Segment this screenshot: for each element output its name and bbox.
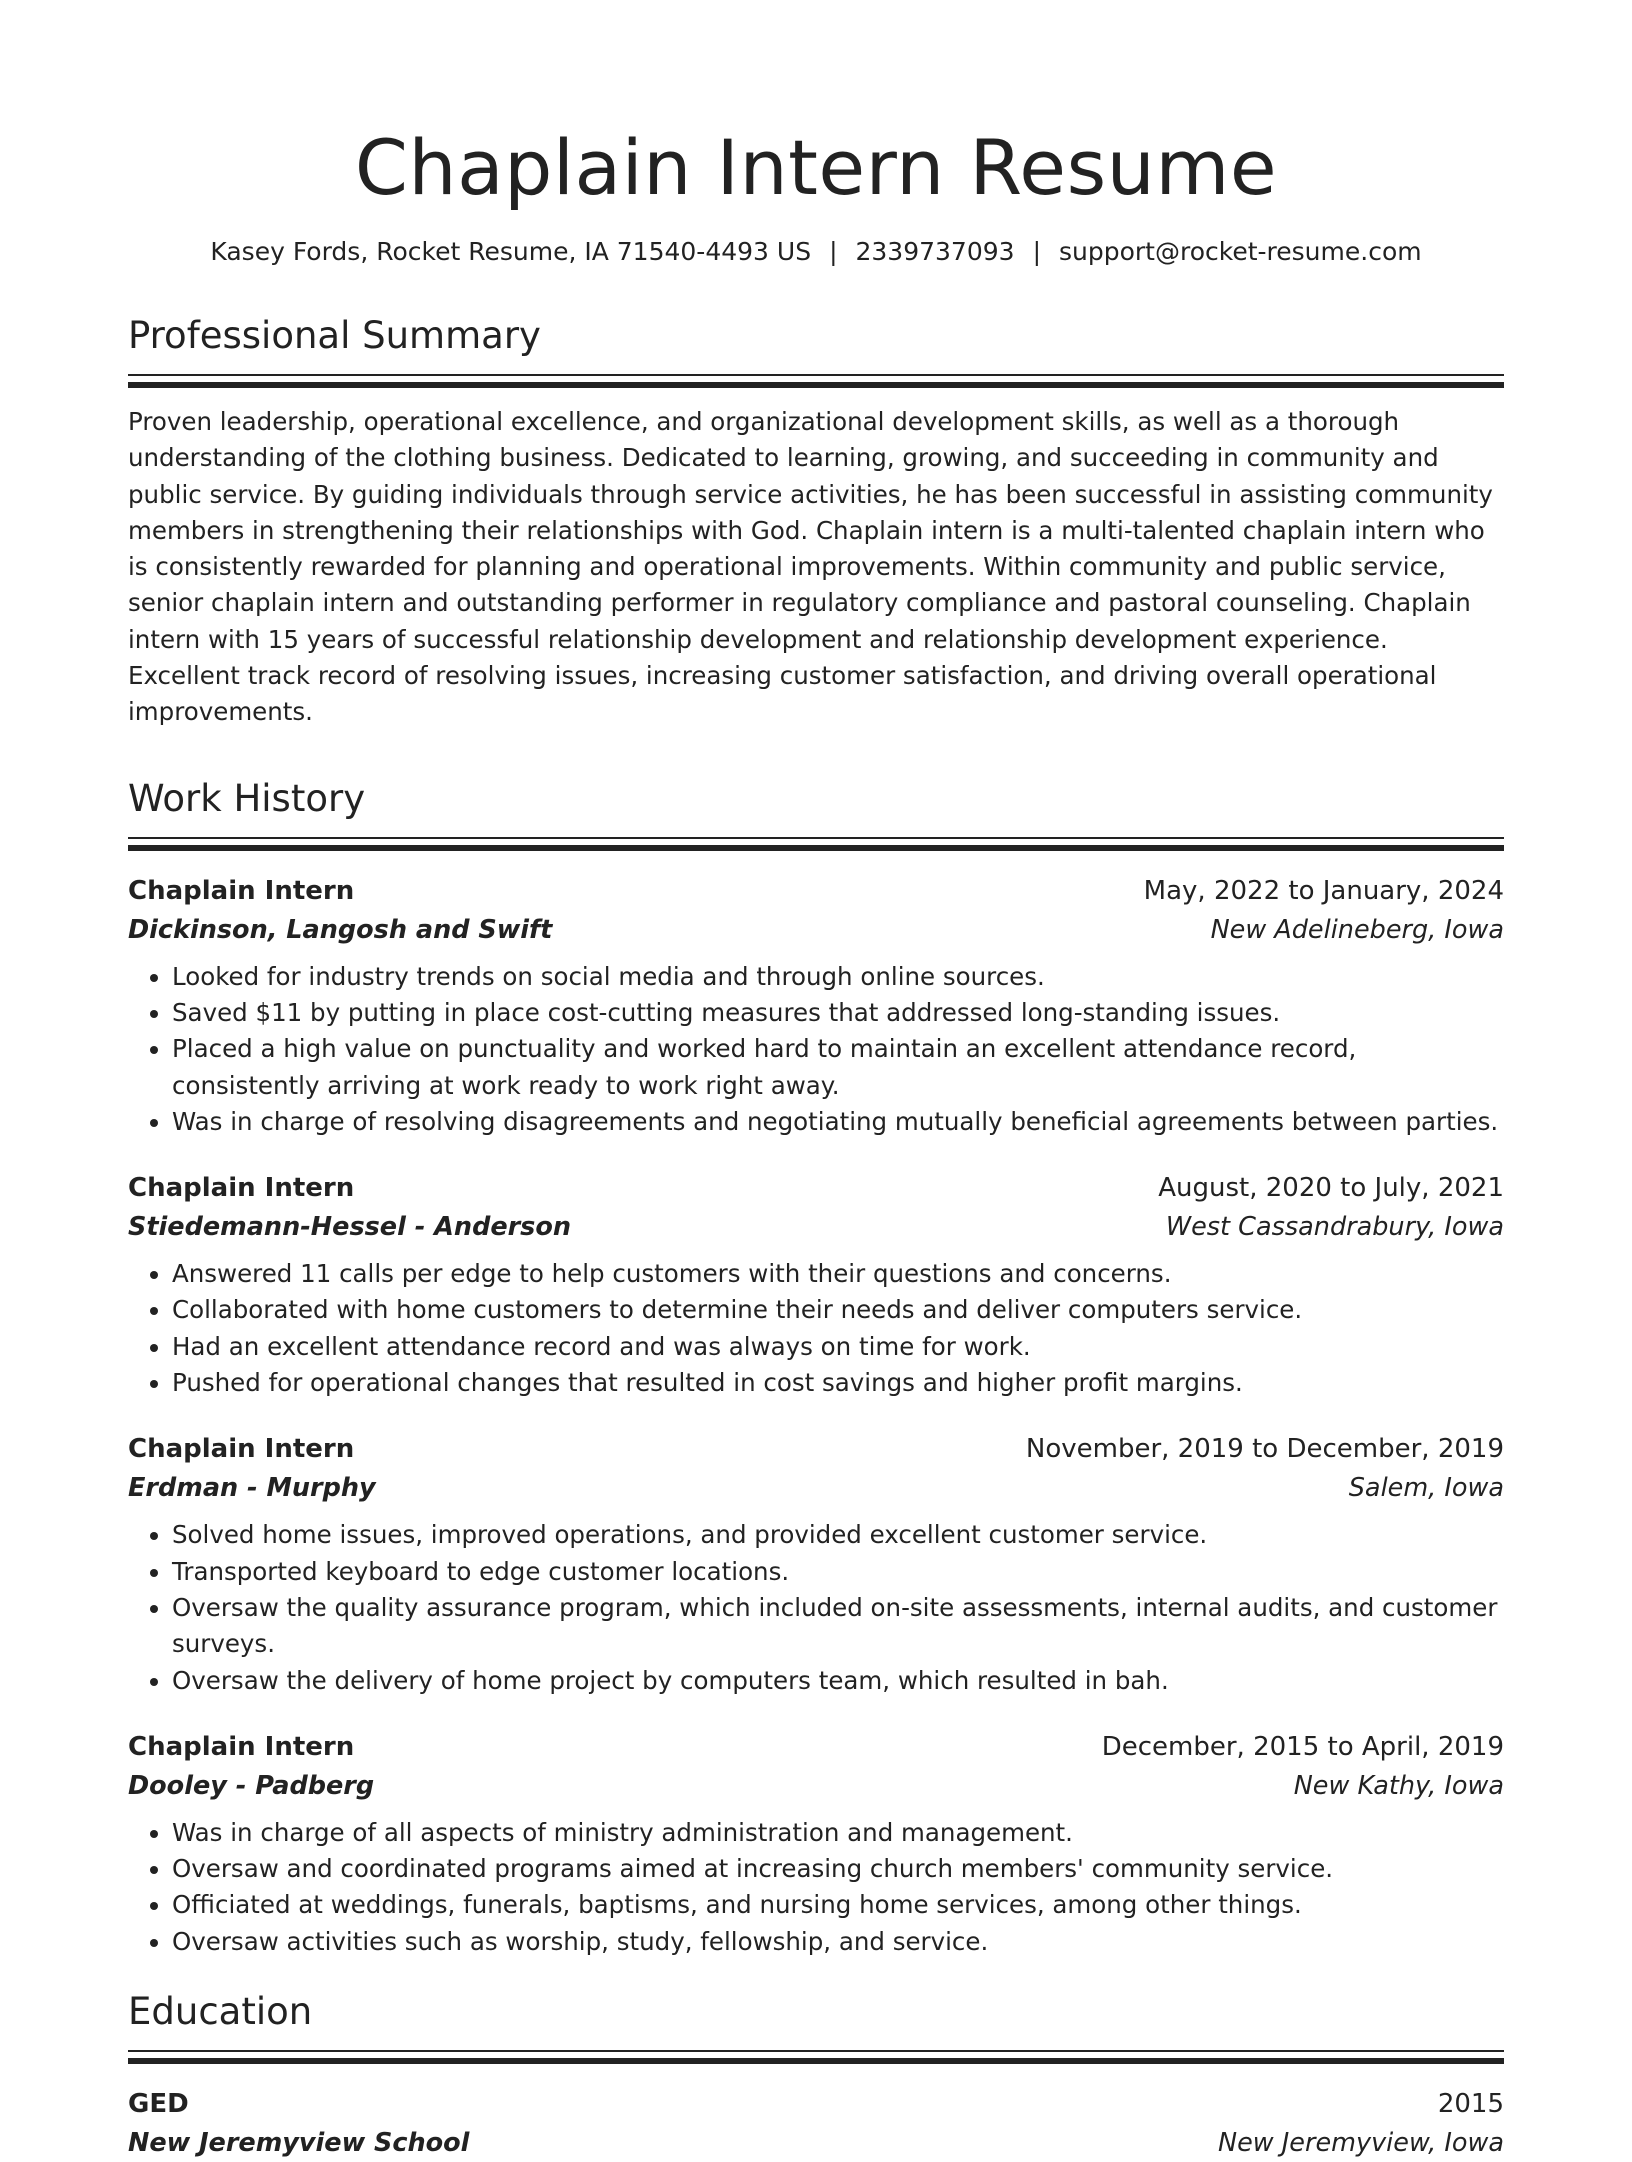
- education-header-row: [128, 2084, 1504, 2124]
- job-company-row: [128, 1767, 1504, 1805]
- summary-section: [128, 314, 1504, 731]
- job-bullet: • Collaborated with home customers to determine their needs and deliver computers service.: [172, 1292, 1504, 1328]
- job-entry: [128, 871, 1504, 1140]
- job-title: Chaplain Intern: [128, 1434, 355, 1465]
- job-header-row: [128, 871, 1504, 911]
- education-school-row: [128, 2124, 1504, 2162]
- job-entry: [128, 1429, 1504, 1698]
- contact-address: Kasey Fords, Rocket Resume, IA 71540-4493 US: [210, 237, 812, 266]
- job-entry: [128, 1168, 1504, 1401]
- job-company: Dickinson, Langosh and Swift: [128, 914, 553, 945]
- job-company-row: [128, 1469, 1504, 1507]
- contact-email: support@rocket-resume.com: [1059, 237, 1422, 266]
- job-bullet: • Saved $11 by putting in place cost-cutting measures that addressed long-standing issues.: [172, 995, 1504, 1031]
- job-header-row: [128, 1727, 1504, 1767]
- job-bullet: • Pushed for operational changes that resulted in cost savings and higher profit margins.: [172, 1365, 1504, 1401]
- resume-title: Chaplain Intern Resume: [354, 123, 1278, 212]
- job-bullet: • Placed a high value on punctuality and worked hard to maintain an excellent attendance record, consistently arriving at work ready to work right away.: [172, 1031, 1504, 1104]
- job-bullet: • Was in charge of resolving disagreements and negotiating mutually beneficial agreements between parties.: [172, 1104, 1504, 1140]
- job-dates: December, 2015 to April, 2019: [1101, 1731, 1504, 1762]
- job-title: Chaplain Intern: [128, 1731, 355, 1762]
- job-bullet: • Officiated at weddings, funerals, baptisms, and nursing home services, among other things.: [172, 1887, 1504, 1923]
- job-bullet: • Oversaw the delivery of home project by computers team, which resulted in bah.: [172, 1663, 1504, 1699]
- contact-line: [128, 236, 1504, 268]
- job-bullet: • Was in charge of all aspects of ministry administration and management.: [172, 1815, 1504, 1851]
- education-entry: [128, 2084, 1504, 2162]
- job-title: Chaplain Intern: [128, 875, 355, 906]
- job-bullet-list: [128, 959, 1504, 1140]
- job-title: Chaplain Intern: [128, 1173, 355, 1204]
- education-degree: GED: [128, 2089, 189, 2120]
- job-bullet: • Had an excellent attendance record and was always on time for work.: [172, 1329, 1504, 1365]
- job-header-row: [128, 1168, 1504, 1208]
- job-bullet: • Transported keyboard to edge customer locations.: [172, 1554, 1504, 1590]
- job-dates: May, 2022 to January, 2024: [1143, 875, 1504, 906]
- job-company-row: [128, 911, 1504, 949]
- job-bullet-list: [128, 1815, 1504, 1960]
- summary-text: Proven leadership, operational excellence, and organizational development skills, as well as a thorough understanding of the clothing business. Dedicated to learning, growing, and succeeding in community and public service. By guiding individuals through service activities, he has been successful in assisting community members in strengthening their relationships with God. Chaplain intern is a multi-talented chaplain intern who is consistently rewarded for planning and operational improvements. Within community and public service, senior chaplain intern and outstanding performer in regulatory compliance and pastoral counseling. Chaplain intern with 15 years of successful relationship development and relationship development experience. Excellent track record of resolving issues, increasing customer satisfaction, and driving overall operational improvements.: [128, 407, 1493, 727]
- job-header-row: [128, 1429, 1504, 1469]
- job-bullet-list: [128, 1256, 1504, 1401]
- job-entry: [128, 1727, 1504, 1960]
- job-bullet: • Oversaw activities such as worship, study, fellowship, and service.: [172, 1924, 1504, 1960]
- section-divider: [128, 2050, 1504, 2064]
- job-bullet: • Oversaw the quality assurance program, which included on-site assessments, internal audits, and customer surveys.: [172, 1590, 1504, 1663]
- job-bullet: • Oversaw and coordinated programs aimed at increasing church members' community service.: [172, 1851, 1504, 1887]
- contact-separator: |: [829, 237, 838, 266]
- section-divider: [128, 837, 1504, 851]
- job-bullet: • Solved home issues, improved operations, and provided excellent customer service.: [172, 1517, 1504, 1553]
- job-company: Dooley - Padberg: [128, 1770, 375, 1801]
- education-location: New Jeremyview, Iowa: [1218, 2128, 1504, 2159]
- job-dates: November, 2019 to December, 2019: [1025, 1434, 1504, 1465]
- contact-separator: |: [1032, 237, 1041, 266]
- job-company-row: [128, 1208, 1504, 1246]
- job-location: New Adelineberg, Iowa: [1210, 914, 1504, 945]
- education-year: 2015: [1437, 2089, 1504, 2120]
- job-company: Stiedemann-Hessel - Anderson: [128, 1212, 572, 1243]
- section-heading-education: Education: [128, 1990, 313, 2034]
- work-history-section: [128, 777, 1504, 1960]
- section-heading-work-history: Work History: [128, 776, 366, 820]
- section-heading-summary: Professional Summary: [128, 314, 541, 357]
- education-section: [128, 1990, 1504, 2162]
- job-bullet-list: [128, 1517, 1504, 1698]
- job-dates: August, 2020 to July, 2021: [1158, 1173, 1504, 1204]
- section-divider: [128, 374, 1504, 388]
- job-bullet: • Looked for industry trends on social media and through online sources.: [172, 959, 1504, 995]
- job-bullet: • Answered 11 calls per edge to help customers with their questions and concerns.: [172, 1256, 1504, 1292]
- job-location: West Cassandrabury, Iowa: [1165, 1212, 1504, 1243]
- job-location: New Kathy, Iowa: [1293, 1770, 1504, 1801]
- job-location: Salem, Iowa: [1348, 1473, 1504, 1504]
- education-school: New Jeremyview School: [128, 2128, 470, 2159]
- contact-phone: 2339737093: [855, 237, 1015, 266]
- job-company: Erdman - Murphy: [128, 1473, 376, 1504]
